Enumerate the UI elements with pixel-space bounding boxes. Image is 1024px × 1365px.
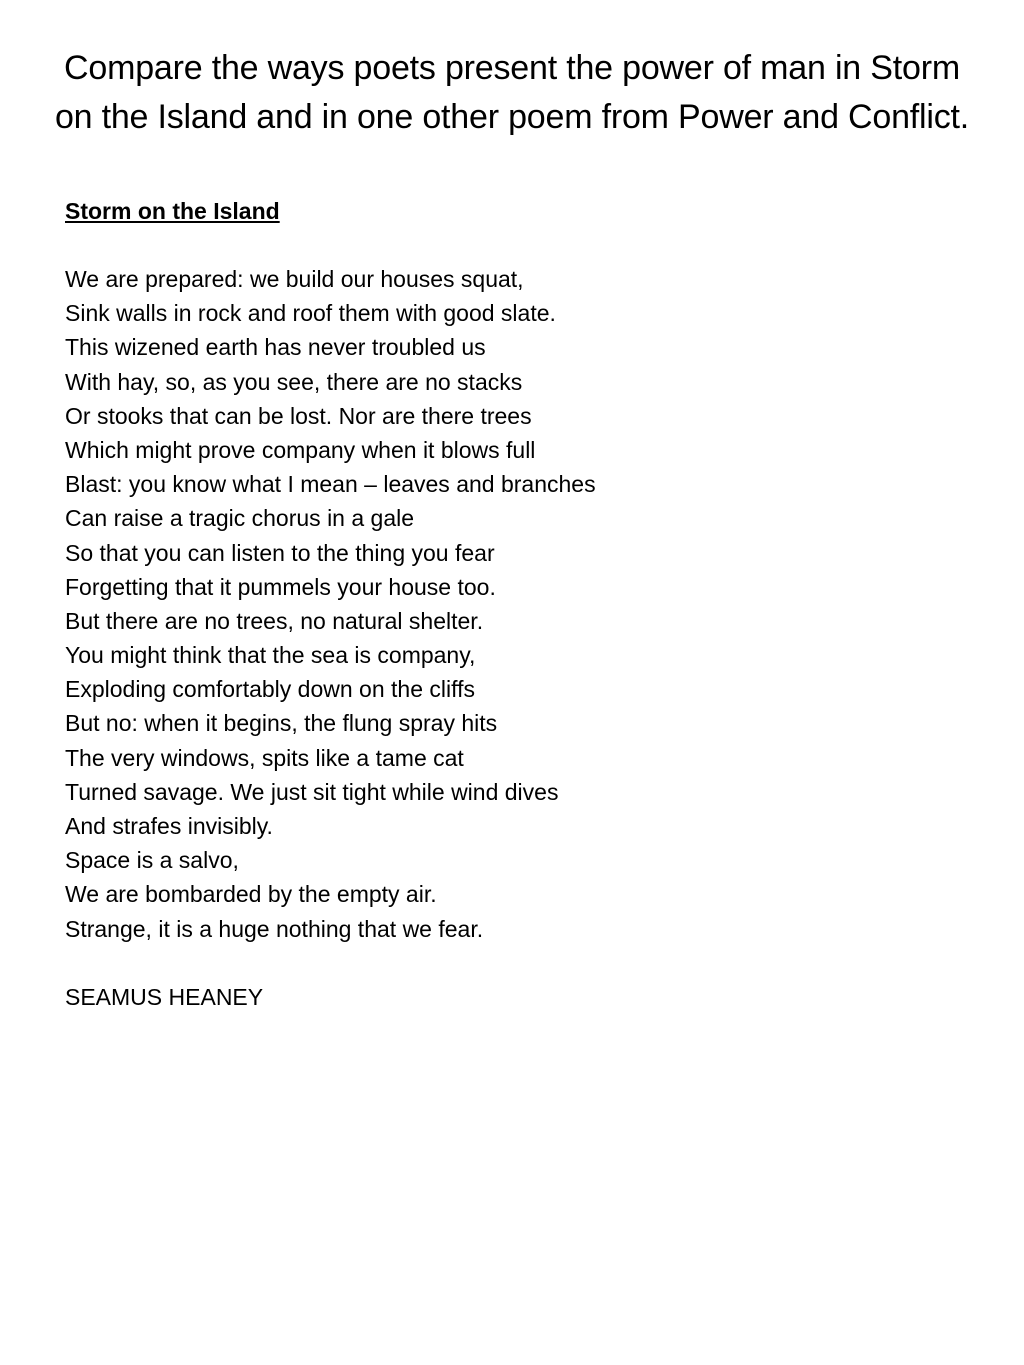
poem-line: Can raise a tragic chorus in a gale [65,505,415,532]
poem-line: Space is a salvo, [65,847,239,874]
poem-line: But there are no trees, no natural shelter. [65,607,484,634]
poem-line: Turned savage. We just sit tight while wind dives [65,778,559,805]
poem-lines [65,262,965,946]
poem-line: Strange, it is a huge nothing that we fear. [65,915,484,942]
poem-line: But no: when it begins, the flung spray hits [65,710,498,737]
question-heading: Compare the ways poets present the power of man in Storm on the Island and in one other poem from Power and Conflict. [54,49,970,136]
poem-line: And strafes invisibly. [65,813,273,839]
poem-line: Exploding comfortably down on the cliffs [65,676,475,703]
poem-line: You might think that the sea is company, [65,642,476,669]
poem-author: SEAMUS HEANEY [65,983,264,1010]
poem-line: Or stooks that can be lost. Nor are there trees [65,402,532,429]
poem-line: Sink walls in rock and roof them with good slate. [65,300,556,327]
poem-line: With hay, so, as you see, there are no stacks [65,368,523,395]
blank-line [65,228,965,262]
poem-line: We are prepared: we build our houses squat, [65,266,524,292]
poem-section [65,194,965,1014]
poem-line: We are bombarded by the empty air. [65,881,437,908]
blank-line [65,946,965,980]
poem-line: Forgetting that it pummels your house too. [65,573,496,600]
poem-line: Blast: you know what I mean – leaves and branches [65,471,596,498]
poem-line: This wizened earth has never troubled us [65,334,486,361]
poem-line: The very windows, spits like a tame cat [65,744,464,771]
poem-line: So that you can listen to the thing you fear [65,539,495,566]
poem-title: Storm on the Island [65,198,280,224]
poem-line: Which might prove company when it blows full [65,436,536,463]
